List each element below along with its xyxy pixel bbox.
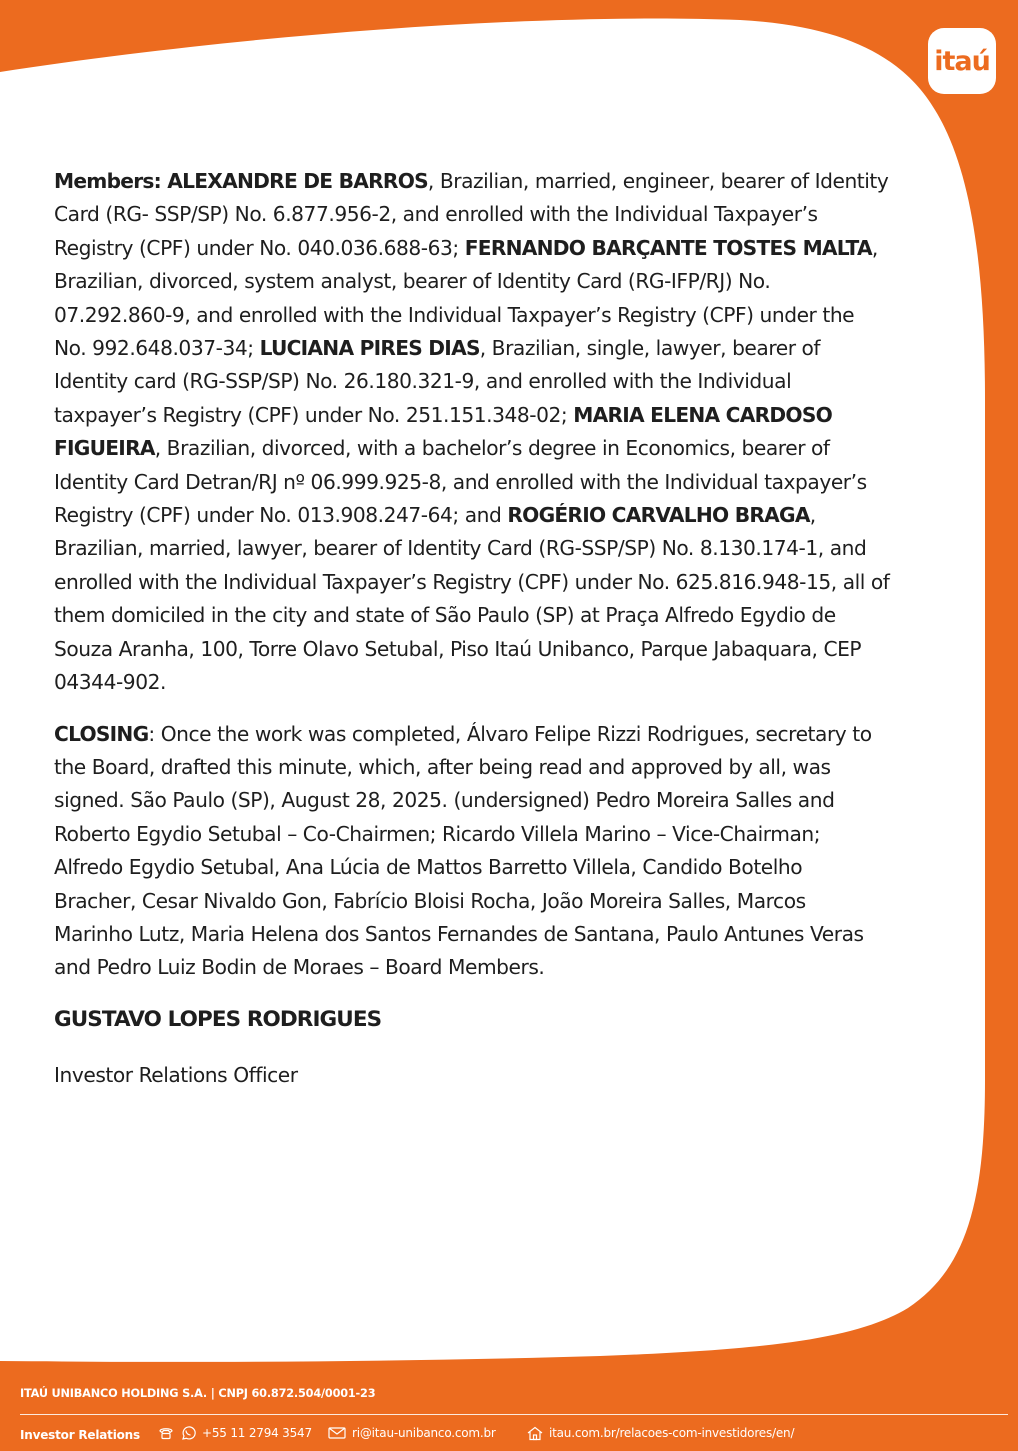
text-segment: , Brazilian, divorced, system analyst, bearer of Identity Card (RG-IFP/RJ) No. 07.292.860-9, and enrolled with the Individual Taxpayer’s Registry (CPF) under the No. 992.648.037-34; [54, 235, 878, 361]
mail-icon [328, 1426, 346, 1440]
home-icon [527, 1426, 543, 1441]
text-segment: , Brazilian, married, engineer, bearer of Identity Card (RG- SSP/SP) No. 6.877.956-2, and enrolled with the Individual Taxpayer’s Registry (CPF) under No. 040.036.688-63; [54, 169, 889, 260]
closing-label: CLOSING [54, 721, 149, 746]
closing-paragraph [54, 718, 890, 985]
footer-website[interactable] [527, 1423, 794, 1443]
text-segment: , Brazilian, married, lawyer, bearer of Identity Card (RG-SSP/SP) No. 8.130.174-1, and enrolled with the Individual Taxpayer’s Registry (CPF) under No. 625.816.948-15, all of them domiciled in the city and state of São Paulo (SP) at Praça Alfredo Egydio de Souza Aranha, 100, Torre Olavo Setubal, Piso Itaú Unibanco, Parque Jabaquara, CEP 04344-902. [54, 503, 890, 695]
phone-icon [158, 1426, 174, 1440]
closing-text: : Once the work was completed, Álvaro Felipe Rizzi Rodrigues, secretary to the Board, drafted this minute, which, after being read and approved by all, was signed. São Paulo (SP), August 28, 2025. (undersigned) Pedro Moreira Salles and Roberto Egydio Setubal – Co-Chairmen; Ricardo Villela Marino – Vice-Chairman; Alfredo Egydio Setubal, Ana Lúcia de Mattos Barretto Villela, Candido Botelho Bracher, Cesar Nivaldo Gon, Fabrício Bloisi Rocha, João Moreira Salles, Marcos Marinho Lutz, Maria Helena dos Santos Fernandes de Santana, Paulo Antunes Veras and Pedro Luiz Bodin de Moraes – Board Members. [54, 721, 872, 980]
footer-email-text: ri@itau-unibanco.com.br [352, 1426, 496, 1440]
footer-email[interactable] [328, 1423, 496, 1443]
footer-contact-row [20, 1423, 1010, 1443]
footer-phone[interactable] [158, 1423, 312, 1443]
text-segment: , Brazilian, divorced, with a bachelor’s degree in Economics, bearer of Identity Card Detran/RJ nº 06.999.925-8, and enrolled with the Individual taxpayer’s Registry (CPF) under No. 013.908.247-64; and [54, 436, 867, 528]
footer-company-info: ITAÚ UNIBANCO HOLDING S.A. | CNPJ 60.872.504/0001-23 [20, 1387, 376, 1400]
itau-logo [928, 28, 996, 94]
signatory-title: Investor Relations Officer [54, 1062, 298, 1087]
footer-divider [20, 1414, 1008, 1415]
text-segment: , Brazilian, single, lawyer, bearer of Identity card (RG-SSP/SP) No. 26.180.321-9, and enrolled with the Individual taxpayer’s Registry (CPF) under No. 251.151.348-02; [54, 336, 821, 427]
signatory-name: GUSTAVO LOPES RODRIGUES [54, 1006, 382, 1032]
logo-text: itaú [934, 45, 990, 77]
text-segment: MARIA ELENA CARDOSO FIGUEIRA [54, 402, 833, 461]
text-segment: Members: ALEXANDRE DE BARROS [54, 169, 428, 193]
text-segment: FERNANDO BARÇANTE TOSTES MALTA [464, 235, 872, 260]
footer-phone-text: +55 11 2794 3547 [202, 1426, 312, 1440]
footer-investor-relations-label: Investor Relations [20, 1428, 140, 1442]
text-segment: LUCIANA PIRES DIAS [259, 336, 480, 361]
document-body [54, 165, 890, 1110]
whatsapp-icon [180, 1425, 196, 1441]
text-segment: ROGÉRIO CARVALHO BRAGA [507, 503, 810, 528]
footer-website-text: itau.com.br/relacoes-com-investidores/en/ [549, 1426, 795, 1440]
members-paragraph [54, 165, 890, 700]
